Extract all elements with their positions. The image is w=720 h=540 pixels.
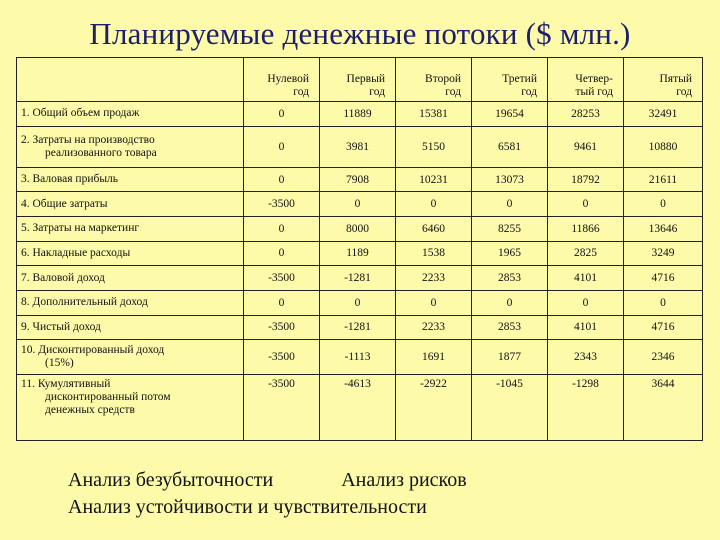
row-label: 2. Затраты на производство реализованного товара [17,126,244,167]
cell-value: 21611 [624,167,703,192]
cell-value: 9461 [548,126,624,167]
breakeven-analysis-label: Анализ безубыточности [68,469,274,491]
cell-value: 1691 [396,340,472,375]
cell-value: 13646 [624,217,703,242]
cell-value: 1877 [472,340,548,375]
cell-value: 3981 [320,126,396,167]
cell-value: 10880 [624,126,703,167]
table-row [17,375,703,441]
row-label: 10. Дисконтированный доход (15%) [17,340,244,375]
page-title: Планируемые денежные потоки ($ млн.) [89,16,631,51]
cell-value: 0 [244,126,320,167]
table-row [17,217,703,242]
table-row [17,315,703,340]
row-label: 9. Чистый доход [17,315,244,340]
cell-value: -3500 [244,315,320,340]
table-row [17,102,703,127]
cell-value: 0 [472,290,548,315]
cell-value: -2922 [396,375,472,441]
cell-value: 2825 [548,241,624,266]
row-label: 8. Дополнительный доход [17,290,244,315]
cell-value: 2853 [472,266,548,291]
table-row [17,340,703,375]
cell-value: 0 [472,192,548,217]
table-header-row [17,58,703,102]
cell-value: 32491 [624,102,703,127]
cell-value: 19654 [472,102,548,127]
cell-value: 6460 [396,217,472,242]
cell-value: 3644 [624,375,703,441]
cell-value: 13073 [472,167,548,192]
sensitivity-analysis-label: Анализ устойчивости и чувствительности [68,496,427,518]
cell-value: 0 [548,192,624,217]
cell-value: -1298 [548,375,624,441]
cell-value: 4716 [624,315,703,340]
cell-value: 1965 [472,241,548,266]
cell-value: 4716 [624,266,703,291]
cell-value: 6581 [472,126,548,167]
table-row [17,241,703,266]
cell-value: -3500 [244,266,320,291]
cell-value: 0 [320,192,396,217]
cell-value: 0 [244,290,320,315]
row-label: 1. Общий объем продаж [17,102,244,127]
analysis-links [68,467,467,521]
column-header: Третий год [472,58,548,102]
cell-value: 0 [320,290,396,315]
cell-value: -3500 [244,375,320,441]
cell-value: 3249 [624,241,703,266]
table-row [17,290,703,315]
cell-value: -1113 [320,340,396,375]
row-label: 6. Накладные расходы [17,241,244,266]
cell-value: -1281 [320,266,396,291]
row-label: 3. Валовая прибыль [17,167,244,192]
cash-flow-table [16,57,703,441]
column-header: Четвер- тый год [548,58,624,102]
risk-analysis-label: Анализ рисков [341,469,467,491]
cell-value: 5150 [396,126,472,167]
cell-value: 2233 [396,315,472,340]
cell-value: 0 [624,192,703,217]
cell-value: -3500 [244,340,320,375]
cell-value: 8000 [320,217,396,242]
cell-value: 10231 [396,167,472,192]
cell-value: 11866 [548,217,624,242]
cell-value: 18792 [548,167,624,192]
cell-value: -4613 [320,375,396,441]
row-label: 11. Кумулятивный дисконтированный потом денежных средств [17,375,244,441]
row-label: 7. Валовой доход [17,266,244,291]
cell-value: 0 [548,290,624,315]
cell-value: 0 [244,217,320,242]
cell-value: 0 [244,102,320,127]
column-header: Пятый год [624,58,703,102]
cell-value: 7908 [320,167,396,192]
cell-value: 0 [244,241,320,266]
cell-value: 1189 [320,241,396,266]
cell-value: 2233 [396,266,472,291]
cell-value: 4101 [548,266,624,291]
table-row [17,266,703,291]
cell-value: -1281 [320,315,396,340]
table-row [17,167,703,192]
header-corner-cell [17,58,244,102]
cell-value: 28253 [548,102,624,127]
table-row [17,192,703,217]
cell-value: 0 [624,290,703,315]
cell-value: 2343 [548,340,624,375]
cell-value: 15381 [396,102,472,127]
cell-value: 2346 [624,340,703,375]
cell-value: 0 [396,290,472,315]
cell-value: 0 [244,167,320,192]
table-row [17,126,703,167]
cell-value: 2853 [472,315,548,340]
row-label: 4. Общие затраты [17,192,244,217]
cell-value: 8255 [472,217,548,242]
cell-value: -1045 [472,375,548,441]
cell-value: 1538 [396,241,472,266]
cell-value: 4101 [548,315,624,340]
column-header: Нулевой год [244,58,320,102]
cell-value: 0 [396,192,472,217]
column-header: Первый год [320,58,396,102]
cell-value: -3500 [244,192,320,217]
row-label: 5. Затраты на маркетинг [17,217,244,242]
cell-value: 11889 [320,102,396,127]
column-header: Второй год [396,58,472,102]
